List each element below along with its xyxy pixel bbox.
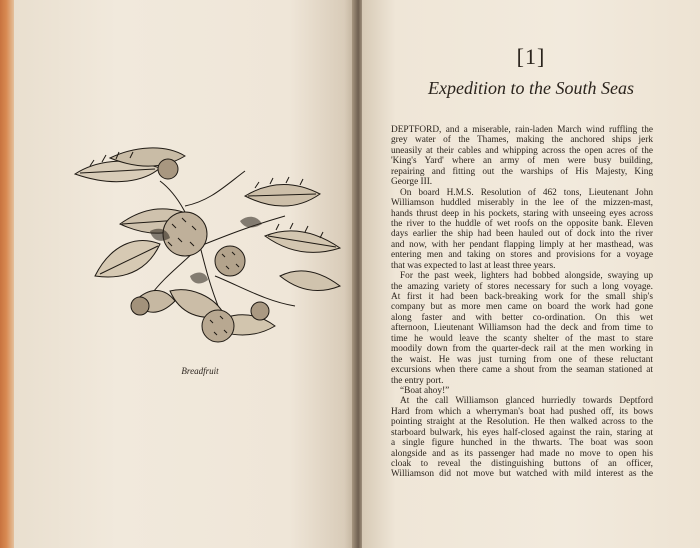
text-line: cloak to reveal the distinguishing buttons of an officer, — [391, 459, 653, 469]
text-line: uneasily at their cables and whipping across the open acres of the — [391, 145, 653, 156]
text-line: Williamson huddled miserably in the lee of the mizzen-mast, — [391, 198, 653, 209]
text-line: that was expected to last at least three years. — [391, 260, 556, 271]
text-line: At the call Williamson glanced hurriedly towards Deptford — [400, 396, 653, 407]
text-line: the river to the huddle of wet roofs on the opposite bank. Eleven — [391, 218, 653, 229]
text-line: company but as more men came on board the work had gone — [391, 302, 653, 313]
text-line: excursions when there came a shout from the seaman stationed at — [391, 365, 653, 376]
text-line: and now, with her pendant flapping limply at her masthead, was — [391, 239, 653, 250]
chapter-body-text — [391, 125, 653, 480]
chapter-number: [1] — [516, 44, 546, 69]
breadfruit-branch-illustration — [50, 126, 350, 356]
text-line: For the past week, lighters had bobbed alongside, swaying up — [400, 271, 653, 282]
text-line: Hard from which a wherryman's boat had pushed off, its bows — [391, 406, 653, 417]
text-line: 'King's Yard' where an army of men were busy building, — [391, 156, 653, 167]
text-line: entering men and taking on stores and provisions for a voyage — [391, 250, 653, 261]
text-line: “Boat ahoy!” — [400, 385, 450, 396]
text-line: pointing straight at the Resolution. He then walked across to the — [391, 417, 653, 428]
text-line: starboard bulwark, his eyes half-closed against the rain, staring at — [391, 427, 653, 438]
text-line: On board H.M.S. Resolution of 462 tons, Lieutenant John — [400, 187, 653, 198]
text-line: the amazing variety of stores necessary for such a long voyage. — [391, 281, 653, 292]
text-line: repairing and fitting out the warships of His Majesty, King — [391, 166, 653, 177]
chapter-title: Expedition to the South Seas — [428, 78, 634, 98]
text-line: the entry port. — [391, 375, 444, 386]
text-line: along faster and with better co-ordination. On this wet — [391, 312, 653, 323]
text-line: the waist. He was just turning from one of these reluctant — [391, 354, 653, 365]
text-line: time he would leave the scanty shelter of the mast to stare — [391, 333, 653, 344]
text-line: grey water of the Thames, making the anchored ships jerk — [391, 135, 653, 146]
text-line: hands thrust deep in his pockets, staring with unseeing eyes across — [391, 208, 653, 219]
text-line: At first it had been back-breaking work for the small ship's — [391, 292, 653, 302]
text-line: DEPTFORD, and a miserable, rain-laden March wind ruffling the — [391, 125, 653, 135]
text-line: alongside and as its passenger had made no move to open his — [391, 448, 653, 459]
text-line: a single figure hunched in the thwarts. The boat was soon — [391, 438, 653, 449]
illustration-caption: Breadfruit — [181, 366, 219, 376]
text-line: afternoon, Lieutenant Williamson had the deck and from time to — [391, 323, 653, 334]
text-line: moodily down from the quarter-deck rail at the men working in — [391, 344, 653, 355]
text-line: Williamson did not move but watched with mild interest as the — [391, 469, 653, 480]
text-line: George III. — [391, 177, 433, 188]
text-line: days earlier the ship had been hauled out of dock into the river — [391, 229, 653, 240]
